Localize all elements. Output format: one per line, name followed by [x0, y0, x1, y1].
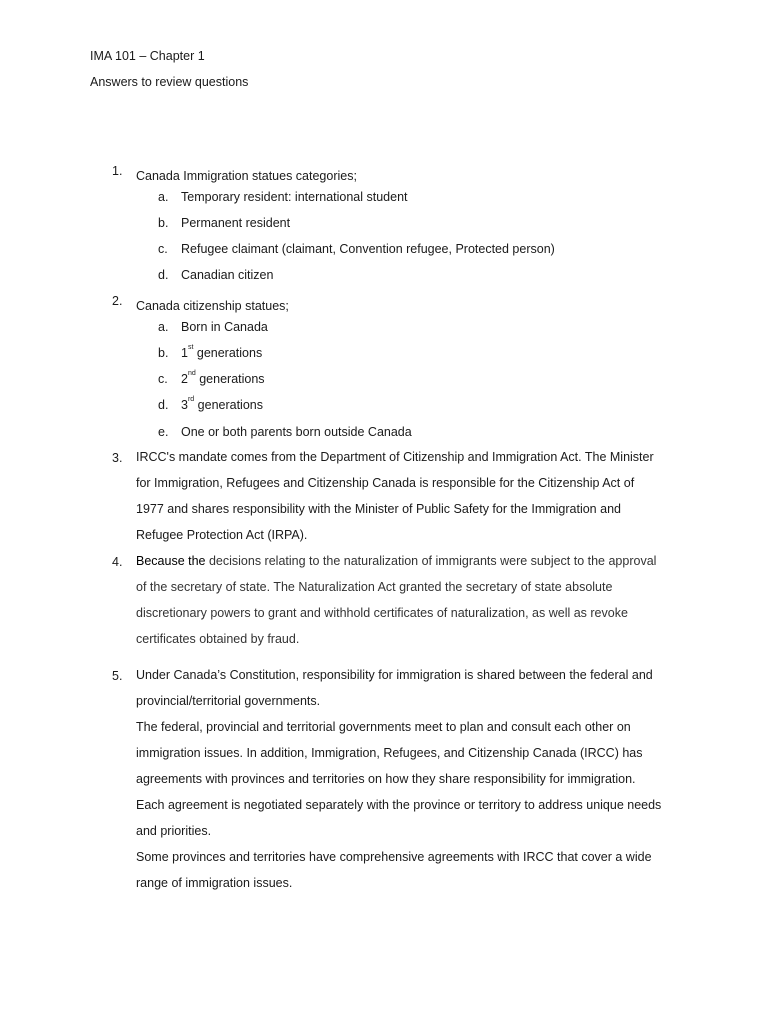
question-number: 4.: [112, 555, 123, 569]
question-text: Canada citizenship statues;: [136, 299, 289, 313]
document-page: IMA 101 – Chapter 1 Answers to review questions 1. Canada Immigration statues categories; a. Temporary resident: international student b. Permanent resident c. Refugee claimant (claimant, Convention refugee, Protected person) d. Canadian citizen 2. Canada citizenship statues; a. Born in Canada b. 1st generations c. 2nd generations d. 3rd generations e. One or both parents born outside Canada 3. IRCC's mandate comes from the Department of Citizenship and Immigration Act. The Minister for Immigration, Refugees and Citizenship Canada is responsible for the Citizenship Act of 1977 and shares responsibility with the Minister of Public Safety for the Immigration and Refugee Protection Act (IRPA). 4. Because the decisions relating to the naturalization of immigrants were subject to the approval of the secretary of state. The Naturalization Act granted the secretary of state absolute discretionary powers to grant and withhold certificates of naturalization, as well as revoke certificates obtained by fraud. 5. Under Canada’s Constitution, responsibility for immigration is shared between the federal and provincial/territorial governments. The federal, provincial and territorial governments meet to plan and consult each other on immigration issues. In addition, Immigration, Refugees, and Citizenship Canada (IRCC) has agreements with provinces and territories on how they share responsibility for immigration. Each agreement is negotiated separately with the province or territory to address unique needs and priorities. Some provinces and territories have comprehensive agreements with IRCC that cover a wide range of immigration issues.: [0, 0, 768, 1024]
paragraph-line: range of immigration issues.: [136, 876, 293, 890]
paragraph-line: 1977 and shares responsibility with the Minister of Public Safety for the Immigration and: [136, 502, 621, 516]
document-subtitle: Answers to review questions: [90, 75, 249, 89]
document-title: IMA 101 – Chapter 1: [90, 49, 205, 63]
paragraph-line: IRCC's mandate comes from the Department of Citizenship and Immigration Act. The Minister: [136, 450, 654, 464]
paragraph-line: for Immigration, Refugees and Citizenship Canada is responsible for the Citizenship Act of: [136, 476, 635, 490]
question-number: 5.: [112, 669, 123, 683]
paragraph-line: Some provinces and territories have comprehensive agreements with IRCC that cover a wide: [136, 850, 652, 864]
paragraph-line: of the secretary of state. The Naturalization Act granted the secretary of state absolute: [136, 580, 613, 594]
paragraph-line: Under Canada’s Constitution, responsibility for immigration is shared between the federal and: [136, 668, 653, 682]
paragraph-line: The federal, provincial and territorial governments meet to plan and consult each other on: [136, 720, 631, 734]
paragraph-line: and priorities.: [136, 824, 212, 838]
question-text: Canada Immigration statues categories;: [136, 169, 357, 183]
paragraph-line: immigration issues. In addition, Immigration, Refugees, and Citizenship Canada (IRCC) has: [136, 746, 643, 760]
question-number: 1.: [112, 164, 123, 178]
question-number: 2.: [112, 294, 123, 308]
paragraph-line: certificates obtained by fraud.: [136, 632, 300, 646]
paragraph-line: Each agreement is negotiated separately with the province or territory to address unique needs: [136, 798, 662, 812]
question-number: 3.: [112, 451, 123, 465]
paragraph-line: Refugee Protection Act (IRPA).: [136, 528, 308, 542]
paragraph-line: provincial/territorial governments.: [136, 694, 321, 708]
paragraph-line: agreements with provinces and territories on how they share responsibility for immigration.: [136, 772, 636, 786]
paragraph-line: discretionary powers to grant and withhold certificates of naturalization, as well as revoke: [136, 606, 628, 620]
lead-text: Because the: [136, 554, 206, 568]
